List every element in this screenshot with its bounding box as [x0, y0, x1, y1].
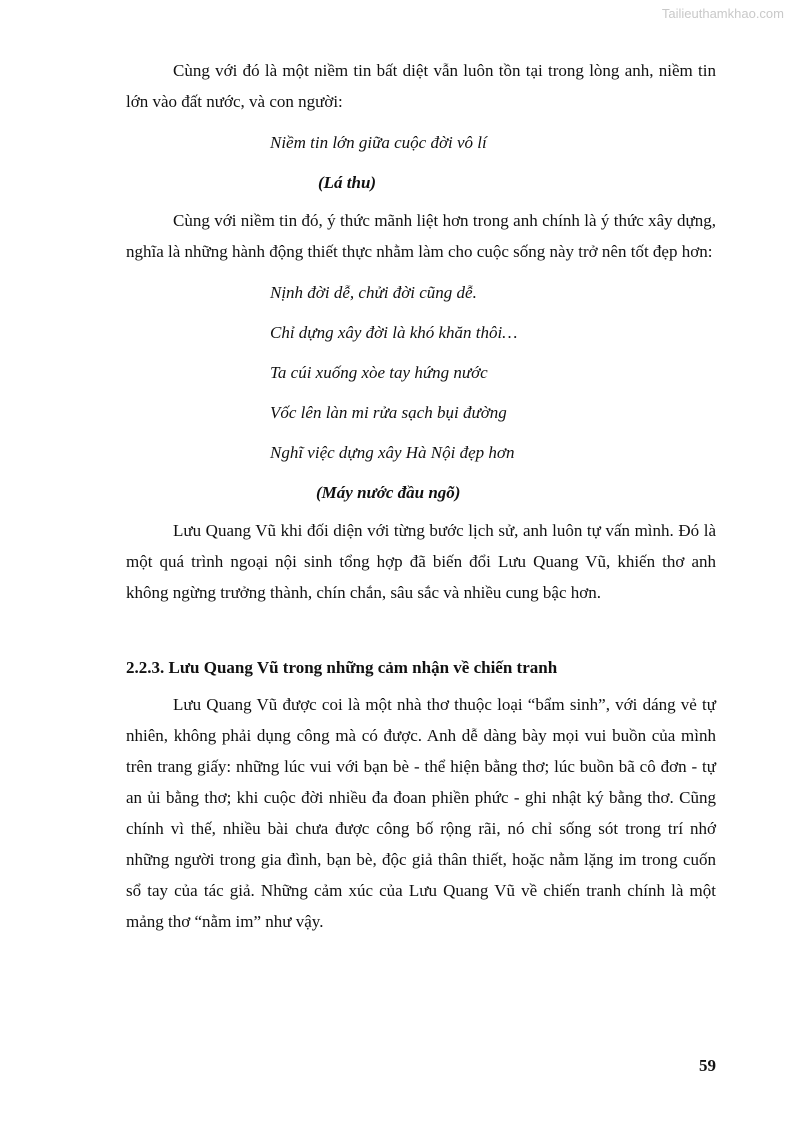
document-page	[126, 55, 716, 937]
section-heading: 2.2.3. Lưu Quang Vũ trong những cảm nhận về chiến tranh	[126, 658, 558, 677]
paragraph-1: Cùng với đó là một niềm tin bất diệt vẫn luôn tồn tại trong lòng anh, niềm tin lớn vào đất nước, và con người:	[126, 61, 716, 111]
source-citation: (Lá thu)	[318, 173, 377, 192]
page-number: 59	[699, 1056, 716, 1075]
verse-line: Niềm tin lớn giữa cuộc đời vô lí	[270, 133, 487, 152]
verse-line: Nghĩ việc dựng xây Hà Nội đẹp hơn	[270, 443, 515, 462]
verse-line: Vốc lên làn mi rửa sạch bụi đường	[270, 403, 507, 422]
paragraph-3: Lưu Quang Vũ khi đối diện với từng bước lịch sử, anh luôn tự vấn mình. Đó là một quá trình ngoại nội sinh tổng hợp đã biến đổi Lưu Quang Vũ, khiến thơ anh không ngừng trưởng thành, chín chắn, sâu sắc và nhiều cung bậc hơn.	[126, 521, 716, 602]
verse-line: Chỉ dựng xây đời là khó khăn thôi…	[270, 323, 518, 342]
paragraph-2: Cùng với niềm tin đó, ý thức mãnh liệt hơn trong anh chính là ý thức xây dựng, nghĩa là những hành động thiết thực nhằm làm cho cuộc sống này trở nên tốt đẹp hơn:	[126, 211, 716, 261]
source-citation: (Máy nước đầu ngõ)	[316, 483, 461, 502]
verse-line: Nịnh đời dễ, chửi đời cũng dễ.	[270, 283, 477, 302]
verse-line: Ta cúi xuống xòe tay hứng nước	[270, 363, 488, 382]
watermark: Tailieuthamkhao.com	[661, 6, 784, 21]
paragraph-4: Lưu Quang Vũ được coi là một nhà thơ thuộc loại “bẩm sinh”, với dáng vẻ tự nhiên, không phải dụng công mà có được. Anh dễ dàng bày mọi vui buồn của mình trên trang giấy: những lúc vui với bạn bè - thể hiện bằng thơ; lúc buồn bã cô đơn - tự an ủi bằng thơ; khi cuộc đời nhiều đa đoan phiền phức - ghi nhật ký bằng thơ. Cũng chính vì thế, nhiều bài chưa được công bố rộng rãi, nó chỉ sống sót trong trí nhớ những người trong gia đình, bạn bè, độc giả thân thiết, hoặc nằm lặng im trong cuốn sổ tay của tác giả. Những cảm xúc của Lưu Quang Vũ về chiến tranh chính là một mảng thơ “nằm im” như vậy.	[126, 695, 716, 931]
verse-block	[126, 273, 716, 473]
